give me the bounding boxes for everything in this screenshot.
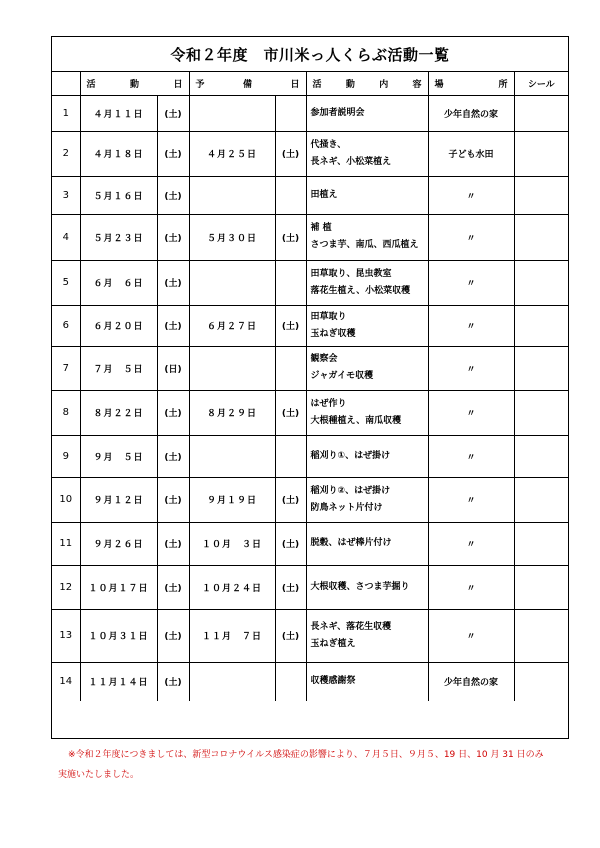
seal-cell [514,95,568,131]
table-row [52,214,568,260]
activity-content-line: 落花生植え、小松菜収穫 [310,285,411,296]
activity-weekday: (土) [157,565,189,609]
table-row [52,477,568,522]
reserve-weekday: (土) [275,214,306,260]
reserve-date [189,435,275,477]
activity-content-line: さつま芋、南瓜、西瓜植え [310,240,419,250]
activity-weekday: (土) [157,214,189,260]
seal-cell [514,260,568,305]
activity-date: ４月１１日 [80,95,157,131]
row-number: 12 [52,565,80,609]
activity-place: 少年自然の家 [428,662,514,701]
activity-weekday: (土) [157,260,189,305]
activity-place: 〃 [428,260,514,305]
activity-place: 〃 [428,565,514,609]
activity-content-line: 防鳥ネット片付け [310,502,383,513]
header-place: 場 所 [428,72,514,95]
reserve-date: １１月 ７日 [189,609,275,662]
row-number: 11 [52,522,80,565]
reserve-weekday [275,346,306,390]
activity-weekday: (土) [157,390,189,435]
reserve-weekday: (土) [275,565,306,609]
activity-place: 〃 [428,435,514,477]
reserve-weekday: (土) [275,609,306,662]
row-number: 3 [52,176,80,214]
seal-cell [514,522,568,565]
header-row [52,72,568,95]
activity-date: １１月１４日 [80,662,157,701]
reserve-date: １０月２４日 [189,565,275,609]
activity-place: 〃 [428,214,514,260]
covid-note [58,745,568,785]
activity-date: ７月 ５日 [80,346,157,390]
reserve-weekday [275,435,306,477]
reserve-date [189,662,275,701]
reserve-date [189,346,275,390]
header-seal: シール [514,72,568,95]
activity-content [306,435,428,477]
activity-weekday: (土) [157,95,189,131]
activity-date: １０月１７日 [80,565,157,609]
reserve-weekday: (土) [275,390,306,435]
activity-content [306,522,428,565]
seal-cell [514,346,568,390]
table-row [52,390,568,435]
activity-place: 〃 [428,609,514,662]
row-number: 10 [52,477,80,522]
reserve-date: １０月 ３日 [189,522,275,565]
activity-date: ９月２６日 [80,522,157,565]
reserve-date [189,176,275,214]
activity-content-line: 田植え [310,189,338,200]
header-content: 活 動 内 容 [306,72,428,95]
table-row [52,435,568,477]
row-number: 13 [52,609,80,662]
activity-content-line: 田草取り [310,311,347,322]
reserve-weekday [275,176,306,214]
activity-content-line: 大根収穫、さつま芋掘り [310,581,410,592]
activity-content-line: 田草取り、昆虫教室 [310,268,392,279]
activity-content-line: 稲刈り②、はぜ掛け [310,485,391,496]
activity-content-line: はぜ作り [310,398,347,409]
table-row [52,662,568,701]
seal-cell [514,435,568,477]
reserve-date: ８月２９日 [189,390,275,435]
activity-content-line: 観察会 [310,354,338,364]
activity-date: ９月 ５日 [80,435,157,477]
seal-cell [514,214,568,260]
table-row [52,95,568,131]
activity-content-line: 玉ねぎ植え [310,638,356,649]
activity-date: ６月２０日 [80,305,157,346]
seal-cell [514,565,568,609]
seal-cell [514,609,568,662]
row-number: 14 [52,662,80,701]
activity-content [306,390,428,435]
reserve-weekday: (土) [275,477,306,522]
note-line-2: 実施いたしました。 [58,770,140,780]
row-number: 9 [52,435,80,477]
page-title: 令和２年度 市川米っ人くらぶ活動一覧 [52,37,568,72]
row-number: 5 [52,260,80,305]
activity-content [306,176,428,214]
activity-date: ４月１８日 [80,131,157,176]
activity-content-line: 長ネギ、小松菜植え [310,156,392,167]
activity-place: 少年自然の家 [428,95,514,131]
reserve-date: ６月２７日 [189,305,275,346]
activity-weekday: (土) [157,609,189,662]
table-row [52,260,568,305]
reserve-date [189,260,275,305]
table-row [52,305,568,346]
reserve-date: ５月３０日 [189,214,275,260]
row-number: 6 [52,305,80,346]
activity-date: ８月２２日 [80,390,157,435]
activity-weekday: (土) [157,522,189,565]
activity-place: 〃 [428,390,514,435]
activity-weekday: (日) [157,346,189,390]
reserve-date: ４月２５日 [189,131,275,176]
activity-weekday: (土) [157,176,189,214]
activity-weekday: (土) [157,662,189,701]
activity-content-line: 参加者説明会 [310,107,365,118]
activity-place: 〃 [428,176,514,214]
activity-weekday: (土) [157,477,189,522]
activity-content-line: 補 植 [310,223,332,233]
activity-content-line: 稲刈り①、はぜ掛け [310,450,391,461]
table-row [52,565,568,609]
table-row [52,522,568,565]
activity-place: 〃 [428,522,514,565]
activity-content [306,260,428,305]
activity-content [306,346,428,390]
table-row [52,346,568,390]
row-number: 2 [52,131,80,176]
row-number: 7 [52,346,80,390]
table-row [52,176,568,214]
note-line-1: ※令和２年度につきましては、新型コロナウイルス感染症の影響により、７月５日、９月５、19 日、10 月 31 日のみ [68,750,544,760]
table-row [52,609,568,662]
activity-content-line: 代掻き、 [310,139,347,150]
reserve-weekday: (土) [275,305,306,346]
activity-content [306,214,428,260]
header-reserve-day: 予 備 日 [189,72,306,95]
activity-place: 〃 [428,346,514,390]
reserve-weekday: (土) [275,131,306,176]
activity-content [306,305,428,346]
activity-content-line: 収穫感謝祭 [310,676,356,687]
activity-content [306,662,428,701]
activity-sheet [51,36,569,739]
seal-cell [514,390,568,435]
row-number: 8 [52,390,80,435]
activity-table [52,72,568,701]
reserve-weekday [275,260,306,305]
row-number: 1 [52,95,80,131]
activity-content-line: ジャガイモ収穫 [310,371,374,381]
activity-content-line: 大根種植え、南瓜収穫 [310,415,402,426]
activity-place: 〃 [428,305,514,346]
activity-place: 子ども水田 [428,131,514,176]
seal-cell [514,176,568,214]
reserve-weekday [275,95,306,131]
activity-content [306,565,428,609]
seal-cell [514,305,568,346]
activity-place: 〃 [428,477,514,522]
activity-date: ９月１２日 [80,477,157,522]
table-row [52,131,568,176]
reserve-weekday [275,662,306,701]
reserve-date [189,95,275,131]
reserve-weekday: (土) [275,522,306,565]
seal-cell [514,477,568,522]
header-number [52,72,80,95]
seal-cell [514,131,568,176]
activity-content [306,131,428,176]
activity-content-line: 脱穀、はぜ棒片付け [310,538,392,548]
activity-content [306,95,428,131]
activity-content [306,609,428,662]
activity-content-line: 長ネギ、落花生収穫 [310,621,392,632]
activity-weekday: (土) [157,305,189,346]
reserve-date: ９月１９日 [189,477,275,522]
activity-content [306,477,428,522]
row-number: 4 [52,214,80,260]
activity-date: ５月１６日 [80,176,157,214]
seal-cell [514,662,568,701]
header-activity-day: 活 動 日 [80,72,189,95]
activity-date: １０月３１日 [80,609,157,662]
activity-content-line: 玉ねぎ収穫 [310,328,356,339]
activity-date: ５月２３日 [80,214,157,260]
activity-weekday: (土) [157,435,189,477]
activity-weekday: (土) [157,131,189,176]
activity-date: ６月 ６日 [80,260,157,305]
